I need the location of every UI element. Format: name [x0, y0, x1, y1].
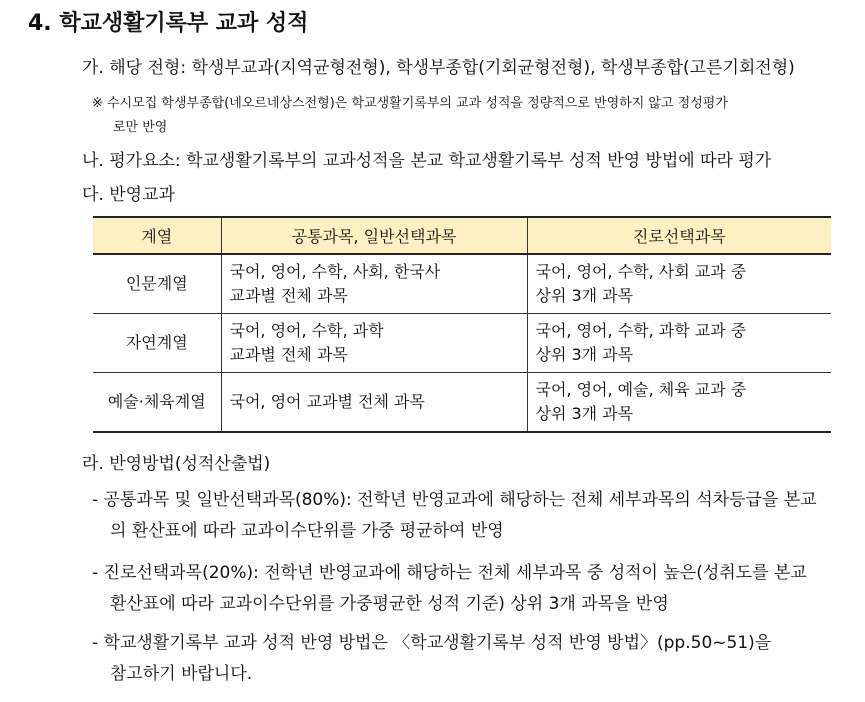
career-line: 국어, 영어, 수학, 사회 교과 중	[535, 262, 747, 281]
career-line: 국어, 영어, 수학, 과학 교과 중	[535, 321, 747, 340]
common-line: 국어, 영어 교과별 전체 과목	[229, 392, 425, 411]
subject-table	[93, 216, 831, 433]
career-cell	[527, 254, 831, 314]
career-line: 상위 3개 과목	[535, 404, 634, 423]
method-line: 환산표에 따라 교과이수단위를 가중평균한 성적 기준) 상위 3개 과목을 반영	[110, 594, 669, 614]
table-header-row	[93, 217, 831, 254]
header-common: 공통과목, 일반선택과목	[221, 217, 527, 254]
table-row	[93, 254, 831, 314]
table-row	[93, 314, 831, 373]
career-line: 상위 3개 과목	[535, 345, 634, 364]
item-ga: 가. 해당 전형: 학생부교과(지역균형전형), 학생부종합(기회균형전형), 학생부종합(고른기회전형)	[82, 58, 795, 78]
method-line: - 진로선택과목(20%): 전학년 반영교과에 해당하는 전체 세부과목 중 성적이 높은(성취도를 본교	[92, 563, 807, 583]
note-line-2: 로만 반영	[113, 120, 168, 135]
common-line: 교과별 전체 과목	[229, 345, 348, 364]
method-line: 의 환산표에 따라 교과이수단위를 가중 평균하여 반영	[110, 521, 504, 541]
item-na: 나. 평가요소: 학교생활기록부의 교과성적을 본교 학교생활기록부 성적 반영 방법에 따라 평가	[82, 151, 772, 171]
common-line: 국어, 영어, 수학, 사회, 한국사	[229, 262, 441, 281]
track-cell: 예술·체육계열	[93, 373, 221, 433]
common-cell	[221, 373, 527, 433]
table-row	[93, 373, 831, 433]
header-career: 진로선택과목	[527, 217, 831, 254]
method-line: 참고하기 바랍니다.	[110, 664, 253, 684]
section-heading: 4. 학교생활기록부 교과 성적	[28, 11, 309, 36]
header-track: 계열	[93, 217, 221, 254]
career-line: 국어, 영어, 예술, 체육 교과 중	[535, 380, 747, 399]
method-line: - 학교생활기록부 교과 성적 반영 방법은 〈학교생활기록부 성적 반영 방법〉(pp.50~51)을	[92, 633, 772, 653]
career-cell	[527, 314, 831, 373]
common-cell	[221, 314, 527, 373]
common-line: 국어, 영어, 수학, 과학	[229, 321, 384, 340]
note-line-1: ※ 수시모집 학생부종합(네오르네상스전형)은 학교생활기록부의 교과 성적을 정량적으로 반영하지 않고 정성평가	[92, 96, 728, 111]
item-da: 다. 반영교과	[82, 185, 175, 205]
common-cell	[221, 254, 527, 314]
method-line: - 공통과목 및 일반선택과목(80%): 전학년 반영교과에 해당하는 전체 세부과목의 석차등급을 본교	[92, 490, 817, 510]
career-cell	[527, 373, 831, 433]
common-line: 교과별 전체 과목	[229, 286, 348, 305]
career-line: 상위 3개 과목	[535, 286, 634, 305]
item-ra: 라. 반영방법(성적산출법)	[82, 454, 271, 474]
track-cell: 인문계열	[93, 254, 221, 314]
track-cell: 자연계열	[93, 314, 221, 373]
